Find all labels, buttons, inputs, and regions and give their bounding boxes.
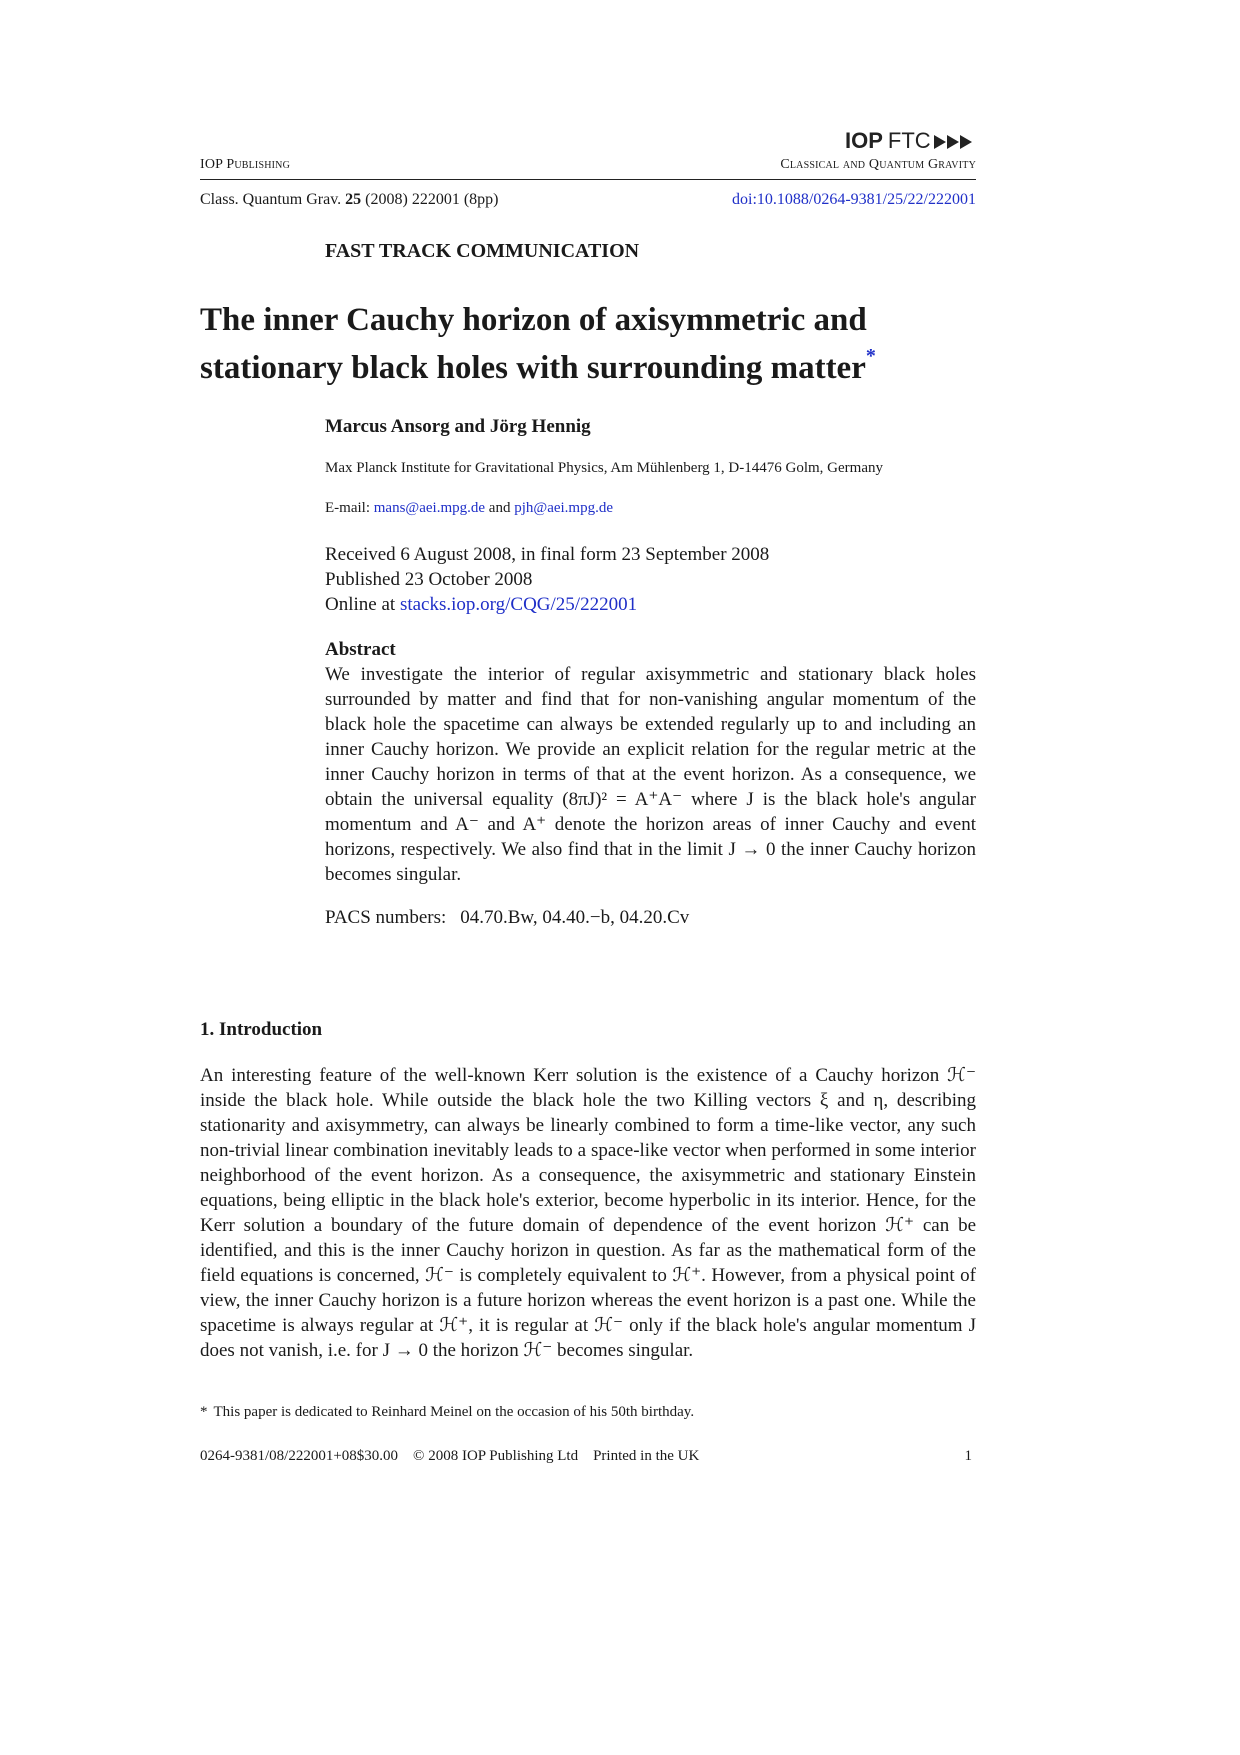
introduction-text: An interesting feature of the well-known Kerr solution is the existence of a Cauchy horizon ℋ⁻ inside the black hole. While outside the black hole the two Killing vectors ξ and η, describing stationarity and axisymmetry, can always be linearly combined to form a time-like vector, any such non-trivial linear combination inevitably leads to a space-like vector when performed in some interior neighborhood of the event horizon. As a consequence, the axisymmetric and stationary Einstein equations, being elliptic in the black hole's exterior, become hyperbolic in its interior. Hence, for the Kerr solution a boundary of the future domain of dependence of the event horizon ℋ⁺ can be identified, and this is the inner Cauchy horizon in question. As far as the mathematical form of the field equations is concerned, ℋ⁻ is completely equivalent to ℋ⁺. However, from a physical point of view, the inner Cauchy horizon is a future horizon whereas the event horizon is a past one. While the spacetime is always regular at ℋ⁺, it is regular at ℋ⁻ only if the black hole's angular momentum J does not vanish, i.e. for J → 0 the horizon ℋ⁻ becomes singular. (200, 1065, 976, 1361)
title-line-1: The inner Cauchy horizon of axisymmetric and (200, 302, 867, 338)
received-date: Received 6 August 2008, in final form 23 September 2008 (325, 544, 770, 565)
triple-arrow-icon (934, 133, 976, 151)
journal-name: Classical and Quantum Gravity (780, 157, 976, 172)
email-link-hennig[interactable]: pjh@aei.mpg.de (514, 500, 614, 516)
abstract-text: We investigate the interior of regular axisymmetric and stationary black holes surrounded by matter and find that for non-vanishing angular momentum of the black hole the spacetime can always be extended regularly up to and including an inner Cauchy horizon. We provide an explicit relation for the regular metric at the inner Cauchy horizon in terms of that at the event horizon. As a consequence, we obtain the universal equality (8πJ)² = A⁺A⁻ where J is the black hole's angular momentum and A⁻ and A⁺ denote the horizon areas of inner Cauchy and event horizons, respectively. We also find that in the limit J → 0 the inner Cauchy horizon becomes singular. (325, 664, 976, 885)
authors: Marcus Ansorg and Jörg Hennig (325, 416, 591, 437)
title-line-2: stationary black holes with surrounding matter (200, 350, 866, 386)
online-link[interactable]: stacks.iop.org/CQG/25/222001 (399, 594, 638, 615)
affiliation: Max Planck Institute for Gravitational Physics, Am Mühlenberg 1, D-14476 Golm, Germany (325, 460, 883, 476)
paper-title (200, 300, 980, 388)
pacs-numbers: PACS numbers: 04.70.Bw, 04.40.−b, 04.20.Cv (325, 907, 690, 928)
email-line: E-mail: mans@aei.mpg.de and pjh@aei.mpg.de (325, 500, 614, 516)
page-footer: 0264-9381/08/222001+08$30.00 © 2008 IOP Publishing Ltd Printed in the UK (200, 1448, 700, 1464)
footnote: * This paper is dedicated to Reinhard Meinel on the occasion of his 50th birthday. (200, 1404, 695, 1420)
abstract-heading: Abstract (325, 639, 396, 660)
header-rule (200, 179, 976, 180)
email-label: E-mail: (325, 500, 370, 516)
doi-link[interactable]: doi:10.1088/0264-9381/25/22/222001 (732, 191, 976, 208)
title-footnote-marker[interactable]: * (865, 345, 876, 367)
article-type: FAST TRACK COMMUNICATION (325, 240, 640, 262)
page-number: 1 (964, 1448, 972, 1464)
abstract (325, 637, 976, 887)
publication-dates: Received 6 August 2008, in final form 23 September 2008 Published 23 October 2008 Online at stacks.iop.org/CQG/25/222001 (325, 544, 770, 615)
published-date: Published 23 October 2008 (325, 569, 533, 590)
email-link-ansorg[interactable]: mans@aei.mpg.de (373, 500, 486, 516)
publisher-name: IOP Publishing (200, 157, 291, 172)
iop-ftc-logo: IOP FTC (845, 128, 976, 158)
section-heading-introduction: 1. Introduction (200, 1019, 323, 1040)
citation: Class. Quantum Grav. 25 (2008) 222001 (8pp) (200, 191, 499, 208)
